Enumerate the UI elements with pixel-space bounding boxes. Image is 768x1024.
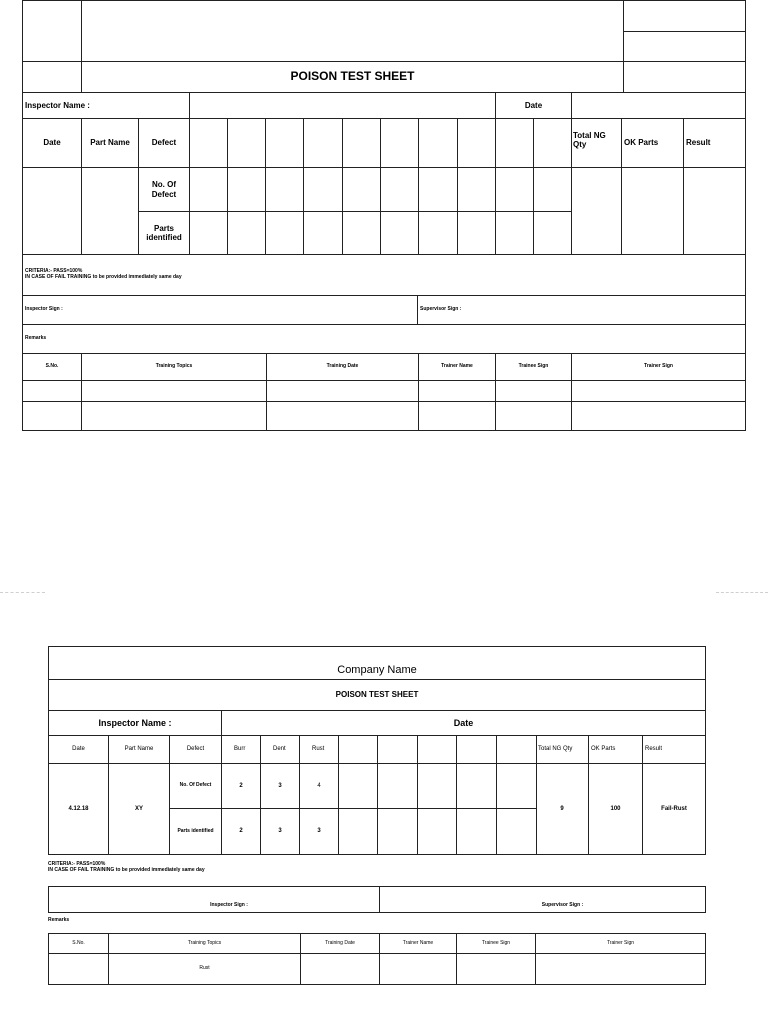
training-col-topics: Training Topics (108, 933, 301, 954)
training-cell[interactable] (22, 401, 82, 431)
defect-type-header-cell[interactable] (338, 735, 378, 764)
training-topic-value: Rust (108, 953, 301, 985)
result-value: Fail-Rust (642, 763, 706, 855)
col-ok-parts: OK Parts (588, 735, 643, 764)
training-col-sno: S.No. (22, 353, 82, 381)
training-col-trainee-sign: Trainee Sign (495, 353, 572, 381)
criteria-line1: CRITERIA:- PASS=100% (48, 861, 106, 868)
criteria-line1: CRITERIA:- PASS=100% (25, 268, 83, 275)
parts-identified-cell[interactable] (265, 211, 304, 255)
date-field[interactable] (571, 92, 746, 119)
defect-type-header-cell[interactable] (456, 735, 497, 764)
inspector-name-field[interactable] (189, 92, 496, 119)
defect-type-header-cell[interactable] (418, 118, 458, 168)
parts-identified-cell[interactable] (533, 211, 572, 255)
training-col-topics: Training Topics (81, 353, 267, 381)
supervisor-sign: Supervisor Sign : (417, 295, 746, 325)
trainer-sign-value[interactable] (535, 953, 706, 985)
training-cell[interactable] (266, 401, 419, 431)
defect-count-cell[interactable] (496, 763, 537, 809)
dent-no-of-defect: 3 (260, 763, 300, 809)
col-total-ng-qty: Total NG Qty (535, 735, 589, 764)
col-dent: Dent (260, 735, 300, 764)
defect-count-cell[interactable] (303, 167, 343, 212)
defect-count-cell[interactable] (227, 167, 266, 212)
col-date: Date (22, 118, 82, 168)
col-part-name: Part Name (108, 735, 170, 764)
total-ng-value[interactable] (570, 167, 622, 255)
date-label: Date (495, 92, 572, 119)
logo-cell (22, 0, 82, 62)
training-cell[interactable] (418, 380, 496, 402)
defect-count-cell[interactable] (377, 763, 418, 809)
criteria-block (48, 857, 706, 879)
trainer-name-value[interactable] (379, 953, 457, 985)
defect-count-cell[interactable] (418, 167, 458, 212)
company-name: Company Name (48, 646, 706, 680)
training-cell[interactable] (571, 380, 746, 402)
criteria-block (22, 254, 746, 296)
row-parts-identified: Parts identified (169, 808, 222, 855)
parts-identified-cell[interactable] (189, 211, 228, 255)
burr-parts-identified: 2 (221, 808, 261, 855)
date-value[interactable] (22, 167, 82, 255)
parts-identified-cell[interactable] (457, 211, 496, 255)
parts-identified-cell[interactable] (342, 211, 381, 255)
blank-cell (623, 61, 746, 93)
page-separator (0, 592, 45, 593)
remarks-label: Remarks (48, 917, 70, 924)
defect-count-cell[interactable] (495, 167, 534, 212)
total-ng-value: 9 (535, 763, 589, 855)
defect-count-cell[interactable] (380, 167, 419, 212)
dent-parts-identified: 3 (260, 808, 300, 855)
training-sno-value[interactable] (48, 953, 109, 985)
col-result: Result (683, 118, 746, 168)
defect-count-cell[interactable] (533, 167, 572, 212)
training-col-date: Training Date (300, 933, 380, 954)
col-result: Result (642, 735, 706, 764)
defect-count-cell[interactable] (456, 763, 497, 809)
col-total-ng-qty: Total NG Qty (570, 118, 622, 168)
training-date-value[interactable] (300, 953, 380, 985)
part-name-value: XY (108, 763, 170, 855)
defect-type-header-cell[interactable] (265, 118, 304, 168)
parts-identified-cell[interactable] (377, 808, 418, 855)
inspector-sign: Inspector Sign : (48, 886, 380, 913)
part-name-value[interactable] (81, 167, 139, 255)
inspector-name-label: Inspector Name : (22, 92, 190, 119)
defect-type-header-cell[interactable] (495, 118, 534, 168)
defect-type-header-cell[interactable] (533, 118, 572, 168)
parts-identified-cell[interactable] (456, 808, 497, 855)
training-cell[interactable] (571, 401, 746, 431)
training-col-trainer-name: Trainer Name (418, 353, 496, 381)
training-cell[interactable] (266, 380, 419, 402)
row-no-of-defect: No. Of Defect (138, 167, 190, 212)
col-defect: Defect (138, 118, 190, 168)
training-col-trainer-sign: Trainer Sign (535, 933, 706, 954)
row-no-of-defect: No. Of Defect (169, 763, 222, 809)
defect-type-header-cell[interactable] (189, 118, 228, 168)
sheet-title: POISON TEST SHEET (48, 679, 706, 711)
supervisor-sign: Supervisor Sign : (379, 886, 706, 913)
date-label: Date (221, 710, 706, 736)
training-col-trainee-sign: Trainee Sign (456, 933, 536, 954)
blank-cell (22, 61, 82, 93)
parts-identified-cell[interactable] (303, 211, 343, 255)
remarks-label: Remarks (22, 324, 746, 354)
burr-no-of-defect: 2 (221, 763, 261, 809)
trainee-sign-value[interactable] (456, 953, 536, 985)
defect-type-header-cell[interactable] (342, 118, 381, 168)
defect-type-header-cell[interactable] (380, 118, 419, 168)
parts-identified-cell[interactable] (418, 211, 458, 255)
defect-count-cell[interactable] (342, 167, 381, 212)
defect-type-header-cell[interactable] (457, 118, 496, 168)
training-col-date: Training Date (266, 353, 419, 381)
training-col-trainer-name: Trainer Name (379, 933, 457, 954)
criteria-line2: IN CASE OF FAIL TRAINING to be provided immediately same day (48, 867, 205, 873)
inspector-name-label: Inspector Name : (48, 710, 222, 736)
defect-count-cell[interactable] (417, 763, 457, 809)
defect-type-header-cell[interactable] (417, 735, 457, 764)
defect-type-header-cell[interactable] (227, 118, 266, 168)
row-parts-identified: Parts identified (138, 211, 190, 255)
criteria-line2: IN CASE OF FAIL TRAINING to be provided immediately same day (25, 274, 182, 280)
training-col-trainer-sign: Trainer Sign (571, 353, 746, 381)
page-separator (716, 592, 768, 593)
inspector-sign: Inspector Sign : (22, 295, 418, 325)
result-value[interactable] (683, 167, 746, 255)
parts-identified-cell[interactable] (227, 211, 266, 255)
rev-cell (623, 31, 746, 62)
parts-identified-cell[interactable] (380, 211, 419, 255)
training-cell[interactable] (81, 380, 267, 402)
company-cell (81, 0, 624, 62)
col-date: Date (48, 735, 109, 764)
parts-identified-cell[interactable] (417, 808, 457, 855)
col-part-name: Part Name (81, 118, 139, 168)
ok-parts-value[interactable] (621, 167, 684, 255)
training-col-sno: S.No. (48, 933, 109, 954)
parts-identified-cell[interactable] (495, 211, 534, 255)
filled-test-sheet (48, 646, 706, 985)
defect-count-cell[interactable] (338, 763, 378, 809)
defect-count-cell[interactable] (189, 167, 228, 212)
col-defect: Defect (169, 735, 222, 764)
defect-count-cell[interactable] (265, 167, 304, 212)
training-cell[interactable] (495, 380, 572, 402)
date-value: 4.12.18 (48, 763, 109, 855)
training-cell[interactable] (418, 401, 496, 431)
defect-type-header-cell[interactable] (377, 735, 418, 764)
parts-identified-cell[interactable] (338, 808, 378, 855)
col-rust: Rust (299, 735, 339, 764)
blank-test-sheet (22, 0, 746, 431)
training-cell[interactable] (495, 401, 572, 431)
defect-type-header-cell[interactable] (496, 735, 537, 764)
rust-parts-identified: 3 (299, 808, 339, 855)
defect-type-header-cell[interactable] (303, 118, 343, 168)
defect-count-cell[interactable] (457, 167, 496, 212)
col-burr: Burr (221, 735, 261, 764)
sheet-title: POISON TEST SHEET (81, 61, 624, 93)
ok-parts-value: 100 (588, 763, 643, 855)
training-cell[interactable] (22, 380, 82, 402)
rust-no-of-defect: 4 (299, 763, 339, 809)
training-cell[interactable] (81, 401, 267, 431)
parts-identified-cell[interactable] (496, 808, 537, 855)
doc-no-cell (623, 0, 746, 32)
col-ok-parts: OK Parts (621, 118, 684, 168)
